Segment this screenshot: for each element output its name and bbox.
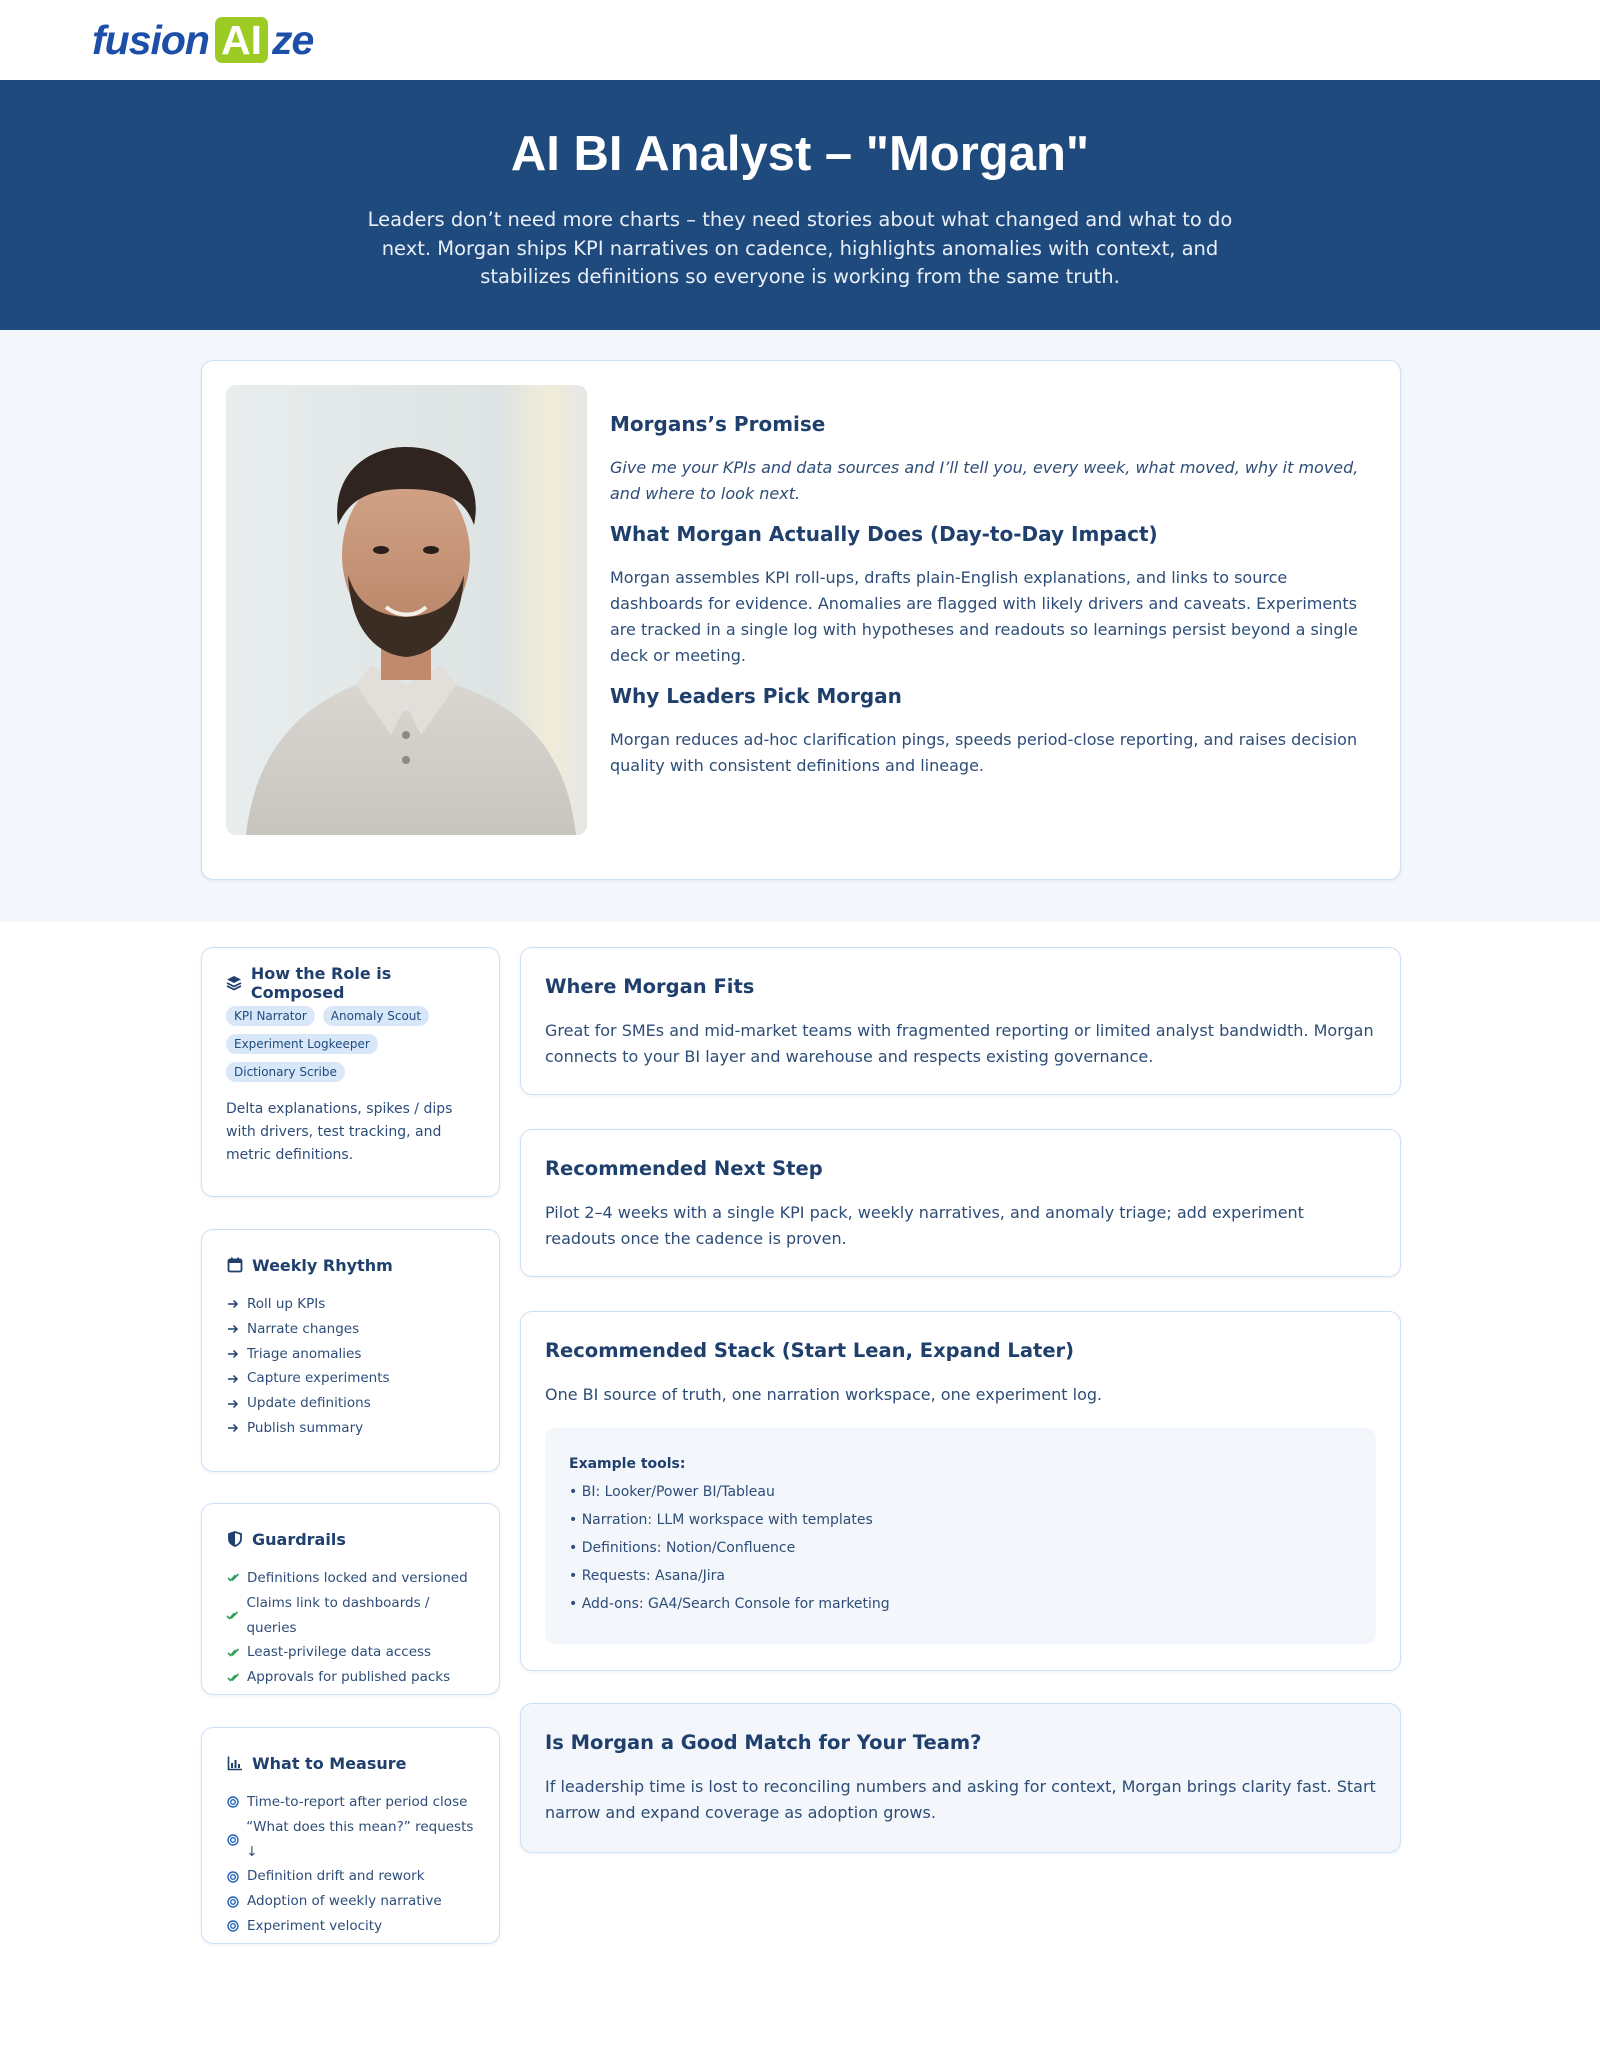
shield-icon [226, 1530, 244, 1548]
hero-banner [0, 80, 1600, 330]
fusionaize-logo[interactable] [92, 16, 313, 64]
match-title: Is Morgan a Good Match for Your Team? [545, 1731, 982, 1754]
list-item: Experiment velocity [226, 1914, 475, 1939]
promise-title: Morgans’s Promise [610, 412, 826, 436]
rhythm-card [201, 1229, 500, 1472]
fits-text: Great for SMEs and mid-market teams with fragmented reporting or limited analyst bandwidth. Morgan connects to your BI layer and warehouse and respects existing governance. [545, 1021, 1374, 1066]
list-item: Claims link to dashboards / queries [226, 1591, 475, 1641]
logo-suffix: ze [271, 16, 314, 63]
tools-title: Example tools: [569, 1456, 686, 1472]
why-title: Why Leaders Pick Morgan [610, 684, 902, 708]
measure-card [201, 1727, 500, 1944]
target-icon [226, 1796, 240, 1808]
double-check-icon [226, 1647, 240, 1659]
list-item: Time-to-report after period close [226, 1790, 475, 1815]
fits-card [520, 947, 1401, 1095]
match-card [520, 1703, 1401, 1853]
arrow-right-icon [226, 1398, 240, 1410]
arrow-right-icon [226, 1323, 240, 1335]
arrow-right-icon [226, 1348, 240, 1360]
chip: Experiment Logkeeper [226, 1034, 378, 1054]
does-text: Morgan assembles KPI roll-ups, drafts plain-English explanations, and links to source dashboards for evidence. Anomalies are flagged with likely drivers and caveats. Experiments are tracked in a single log with hypotheses and readouts so learnings persist beyond a single deck or meeting. [610, 568, 1358, 665]
target-icon [226, 1871, 240, 1883]
stack-card [520, 1311, 1401, 1671]
list-item: Narrate changes [226, 1317, 475, 1342]
example-tools-box [545, 1428, 1376, 1644]
next-step-title: Recommended Next Step [545, 1157, 823, 1180]
list-item: • BI: Looker/Power BI/Tableau [569, 1484, 775, 1500]
chip: Anomaly Scout [323, 1006, 429, 1026]
chip: Dictionary Scribe [226, 1062, 345, 1082]
double-check-icon [226, 1610, 239, 1622]
composed-title: How the Role is Composed [250, 964, 392, 1002]
list-item: Publish summary [226, 1416, 475, 1441]
match-text: If leadership time is lost to reconciling numbers and asking for context, Morgan brings clarity fast. Start narrow and expand coverage as adoption grows. [545, 1777, 1376, 1822]
promise-quote: Give me your KPIs and data sources and I’ll tell you, every week, what moved, why it moved, and where to look next. [610, 458, 1359, 503]
fits-title: Where Morgan Fits [545, 975, 755, 998]
layers-icon [226, 974, 243, 992]
target-icon [226, 1920, 240, 1932]
tools-list [569, 1478, 1352, 1618]
morgan-portrait [226, 385, 587, 835]
calendar-icon [226, 1256, 244, 1274]
list-item: Approvals for published packs [226, 1665, 475, 1690]
logo-ai-badge: AI [215, 17, 268, 63]
next-step-card [520, 1129, 1401, 1277]
does-title: What Morgan Actually Does (Day-to-Day Impact) [610, 522, 1158, 546]
list-item: Triage anomalies [226, 1342, 475, 1367]
list-item: Least-privilege data access [226, 1640, 475, 1665]
role-chips [226, 1006, 466, 1082]
arrow-right-icon [226, 1422, 240, 1434]
bar-chart-icon [226, 1754, 244, 1772]
list-item: Roll up KPIs [226, 1292, 475, 1317]
stack-text: One BI source of truth, one narration workspace, one experiment log. [545, 1385, 1103, 1404]
measure-list [226, 1790, 475, 1939]
profile-card [201, 360, 1401, 880]
list-item: Adoption of weekly narrative [226, 1889, 475, 1914]
list-item: Capture experiments [226, 1366, 475, 1391]
target-icon [226, 1834, 239, 1846]
list-item: • Definitions: Notion/Confluence [569, 1540, 796, 1556]
measure-title: What to Measure [252, 1753, 407, 1773]
arrow-right-icon [226, 1298, 240, 1310]
hero-subtitle: Leaders don’t need more charts – they need stories about what changed and what to do next. Morgan ships KPI narratives on cadence, highlights anomalies with context, and stabilizes definitions so everyone is working from the same truth. [367, 208, 1233, 288]
list-item: • Add-ons: GA4/Search Console for marketing [569, 1596, 890, 1612]
page-title: AI BI Analyst – "Morgan" [510, 127, 1090, 181]
guardrails-title: Guardrails [252, 1529, 346, 1549]
rhythm-list [226, 1292, 475, 1441]
why-text: Morgan reduces ad-hoc clarification pings, speeds period-close reporting, and raises decision quality with consistent definitions and lineage. [610, 730, 1358, 775]
double-check-icon [226, 1672, 240, 1684]
double-check-icon [226, 1572, 240, 1584]
profile-text [610, 411, 1380, 779]
composed-card [201, 947, 500, 1197]
arrow-right-icon [226, 1373, 240, 1385]
guardrails-card [201, 1503, 500, 1695]
top-bar [0, 0, 1600, 80]
next-step-text: Pilot 2–4 weeks with a single KPI pack, weekly narratives, and anomaly triage; add experiment readouts once the cadence is proven. [545, 1203, 1304, 1248]
target-icon [226, 1896, 240, 1908]
composed-description: Delta explanations, spikes / dips with drivers, test tracking, and metric definitions. [226, 1101, 453, 1163]
list-item: • Narration: LLM workspace with templates [569, 1512, 873, 1528]
list-item: • Requests: Asana/Jira [569, 1568, 726, 1584]
logo-prefix: fusion [92, 16, 209, 63]
list-item: Definition drift and rework [226, 1864, 475, 1889]
chip: KPI Narrator [226, 1006, 315, 1026]
rhythm-title: Weekly Rhythm [252, 1255, 393, 1275]
list-item: Definitions locked and versioned [226, 1566, 475, 1591]
stack-title: Recommended Stack (Start Lean, Expand Later) [545, 1339, 1075, 1362]
list-item: Update definitions [226, 1391, 475, 1416]
guardrails-list [226, 1566, 475, 1690]
list-item: “What does this mean?” requests ↓ [226, 1815, 475, 1865]
